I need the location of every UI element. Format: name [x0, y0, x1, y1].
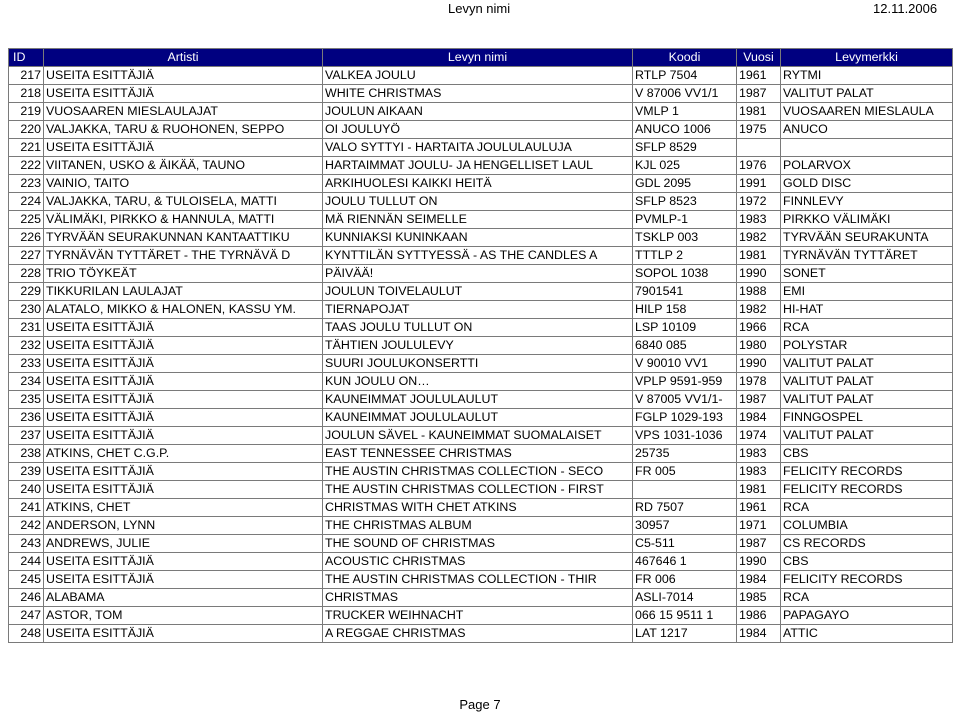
cell-artist: TRIO TÖYKEÄT: [44, 265, 323, 283]
cell-album: PÄIVÄÄ!: [323, 265, 633, 283]
cell-album: OI JOULUYÖ: [323, 121, 633, 139]
table-row[interactable]: [9, 265, 953, 283]
table-row[interactable]: [9, 445, 953, 463]
table-header-row: [9, 49, 953, 67]
cell-code: SOPOL 1038: [633, 265, 737, 283]
table-row[interactable]: [9, 427, 953, 445]
cell-label: [781, 139, 953, 157]
cell-album: MÄ RIENNÄN SEIMELLE: [323, 211, 633, 229]
cell-label: ATTIC: [781, 625, 953, 643]
table-row[interactable]: [9, 553, 953, 571]
cell-code: RTLP 7504: [633, 67, 737, 85]
cell-label: FINNLEVY: [781, 193, 953, 211]
cell-year: 1984: [737, 625, 781, 643]
table-row[interactable]: [9, 103, 953, 121]
cell-code: 6840 085: [633, 337, 737, 355]
cell-id: 242: [9, 517, 44, 535]
cell-id: 239: [9, 463, 44, 481]
cell-code: ASLI-7014: [633, 589, 737, 607]
page-header: [0, 0, 960, 18]
cell-code: VPLP 9591-959: [633, 373, 737, 391]
cell-label: EMI: [781, 283, 953, 301]
cell-label: TYRNÄVÄN TYTTÄRET: [781, 247, 953, 265]
table-row[interactable]: [9, 463, 953, 481]
cell-artist: USEITA ESITTÄJIÄ: [44, 319, 323, 337]
cell-year: 1981: [737, 103, 781, 121]
cell-id: 237: [9, 427, 44, 445]
cell-album: THE AUSTIN CHRISTMAS COLLECTION - FIRST: [323, 481, 633, 499]
cell-code: ANUCO 1006: [633, 121, 737, 139]
cell-artist: VÄLIMÄKI, PIRKKO & HANNULA, MATTI: [44, 211, 323, 229]
cell-year: 1985: [737, 589, 781, 607]
cell-artist: USEITA ESITTÄJIÄ: [44, 427, 323, 445]
table-row[interactable]: [9, 355, 953, 373]
cell-artist: USEITA ESITTÄJIÄ: [44, 409, 323, 427]
cell-album: TIERNAPOJAT: [323, 301, 633, 319]
table-row[interactable]: [9, 85, 953, 103]
cell-id: 225: [9, 211, 44, 229]
cell-code: V 87006 VV1/1: [633, 85, 737, 103]
cell-id: 245: [9, 571, 44, 589]
cell-code: 066 15 9511 1: [633, 607, 737, 625]
cell-code: VMLP 1: [633, 103, 737, 121]
cell-code: 7901541: [633, 283, 737, 301]
cell-label: CS RECORDS: [781, 535, 953, 553]
cell-label: GOLD DISC: [781, 175, 953, 193]
cell-label: PAPAGAYO: [781, 607, 953, 625]
cell-label: VALITUT PALAT: [781, 373, 953, 391]
cell-album: VALKEA JOULU: [323, 67, 633, 85]
cell-id: 236: [9, 409, 44, 427]
table-row[interactable]: [9, 319, 953, 337]
table-row[interactable]: [9, 499, 953, 517]
cell-code: GDL 2095: [633, 175, 737, 193]
cell-id: 234: [9, 373, 44, 391]
cell-artist: VAINIO, TAITO: [44, 175, 323, 193]
cell-label: RYTMI: [781, 67, 953, 85]
cell-artist: VALJAKKA, TARU, & TULOISELA, MATTI: [44, 193, 323, 211]
record-table: [8, 48, 953, 643]
cell-code: LAT 1217: [633, 625, 737, 643]
cell-album: THE AUSTIN CHRISTMAS COLLECTION - SECO: [323, 463, 633, 481]
cell-label: HI-HAT: [781, 301, 953, 319]
column-header-album[interactable]: Levyn nimi: [323, 49, 633, 67]
cell-year: 1981: [737, 247, 781, 265]
cell-label: POLARVOX: [781, 157, 953, 175]
cell-album: KAUNEIMMAT JOULULAULUT: [323, 409, 633, 427]
cell-artist: ALATALO, MIKKO & HALONEN, KASSU YM.: [44, 301, 323, 319]
table-row[interactable]: [9, 301, 953, 319]
cell-year: 1972: [737, 193, 781, 211]
cell-artist: USEITA ESITTÄJIÄ: [44, 337, 323, 355]
table-row[interactable]: [9, 409, 953, 427]
cell-code: PVMLP-1: [633, 211, 737, 229]
cell-year: 1991: [737, 175, 781, 193]
cell-id: 235: [9, 391, 44, 409]
table-row[interactable]: [9, 625, 953, 643]
cell-artist: TYRNÄVÄN TYTTÄRET - THE TYRNÄVÄ D: [44, 247, 323, 265]
table-row[interactable]: [9, 283, 953, 301]
cell-year: 1982: [737, 229, 781, 247]
cell-album: THE AUSTIN CHRISTMAS COLLECTION - THIR: [323, 571, 633, 589]
cell-album: CHRISTMAS WITH CHET ATKINS: [323, 499, 633, 517]
cell-id: 243: [9, 535, 44, 553]
table-row[interactable]: [9, 481, 953, 499]
cell-code: V 87005 VV1/1-: [633, 391, 737, 409]
record-table-container: [8, 48, 953, 643]
cell-album: THE SOUND OF CHRISTMAS: [323, 535, 633, 553]
cell-id: 219: [9, 103, 44, 121]
cell-album: JOULUN AIKAAN: [323, 103, 633, 121]
cell-id: 217: [9, 67, 44, 85]
table-row[interactable]: [9, 229, 953, 247]
header-date: 12.11.2006: [873, 1, 938, 16]
cell-album: ACOUSTIC CHRISTMAS: [323, 553, 633, 571]
cell-album: SUURI JOULUKONSERTTI: [323, 355, 633, 373]
table-body: [9, 67, 953, 643]
cell-code: SFLP 8529: [633, 139, 737, 157]
table-row[interactable]: [9, 247, 953, 265]
cell-year: 1961: [737, 499, 781, 517]
cell-code: TTTLP 2: [633, 247, 737, 265]
cell-album: KUN JOULU ON…: [323, 373, 633, 391]
cell-id: 248: [9, 625, 44, 643]
cell-year: 1987: [737, 85, 781, 103]
cell-label: FELICITY RECORDS: [781, 571, 953, 589]
cell-year: 1961: [737, 67, 781, 85]
column-header-year[interactable]: Vuosi: [737, 49, 781, 67]
cell-album: KYNTTILÄN SYTTYESSÄ - AS THE CANDLES A: [323, 247, 633, 265]
cell-year: 1987: [737, 391, 781, 409]
cell-label: RCA: [781, 499, 953, 517]
column-header-label[interactable]: Levymerkki: [781, 49, 953, 67]
cell-artist: ASTOR, TOM: [44, 607, 323, 625]
cell-label: SONET: [781, 265, 953, 283]
cell-year: 1984: [737, 571, 781, 589]
cell-album: JOULUN TOIVELAULUT: [323, 283, 633, 301]
cell-artist: USEITA ESITTÄJIÄ: [44, 355, 323, 373]
column-header-id[interactable]: ID: [9, 49, 44, 67]
table-row[interactable]: [9, 607, 953, 625]
cell-year: 1976: [737, 157, 781, 175]
table-row[interactable]: [9, 193, 953, 211]
cell-artist: USEITA ESITTÄJIÄ: [44, 625, 323, 643]
cell-id: 241: [9, 499, 44, 517]
cell-code: [633, 481, 737, 499]
cell-id: 233: [9, 355, 44, 373]
cell-artist: ATKINS, CHET: [44, 499, 323, 517]
cell-artist: USEITA ESITTÄJIÄ: [44, 373, 323, 391]
cell-code: SFLP 8523: [633, 193, 737, 211]
cell-code: RD 7507: [633, 499, 737, 517]
cell-label: ANUCO: [781, 121, 953, 139]
cell-year: 1990: [737, 553, 781, 571]
page-footer: [0, 697, 960, 712]
cell-code: LSP 10109: [633, 319, 737, 337]
cell-id: 246: [9, 589, 44, 607]
table-row[interactable]: [9, 337, 953, 355]
column-header-artist[interactable]: Artisti: [44, 49, 323, 67]
cell-id: 224: [9, 193, 44, 211]
cell-id: 222: [9, 157, 44, 175]
cell-album: ARKIHUOLESI KAIKKI HEITÄ: [323, 175, 633, 193]
cell-code: FR 005: [633, 463, 737, 481]
table-row[interactable]: [9, 589, 953, 607]
cell-id: 221: [9, 139, 44, 157]
cell-id: 223: [9, 175, 44, 193]
page-number: Page 7: [459, 697, 501, 712]
cell-label: TYRVÄÄN SEURAKUNTA: [781, 229, 953, 247]
cell-code: KJL 025: [633, 157, 737, 175]
table-row[interactable]: [9, 67, 953, 85]
cell-year: 1980: [737, 337, 781, 355]
cell-artist: ANDREWS, JULIE: [44, 535, 323, 553]
cell-album: WHITE CHRISTMAS: [323, 85, 633, 103]
cell-id: 247: [9, 607, 44, 625]
cell-artist: ANDERSON, LYNN: [44, 517, 323, 535]
cell-label: RCA: [781, 589, 953, 607]
header-title: Levyn nimi: [448, 1, 511, 16]
cell-id: 231: [9, 319, 44, 337]
cell-artist: VUOSAAREN MIESLAULAJAT: [44, 103, 323, 121]
cell-album: TÄHTIEN JOULULEVY: [323, 337, 633, 355]
cell-label: FELICITY RECORDS: [781, 463, 953, 481]
cell-id: 218: [9, 85, 44, 103]
cell-year: 1984: [737, 409, 781, 427]
cell-year: 1990: [737, 265, 781, 283]
table-row[interactable]: [9, 517, 953, 535]
cell-label: VALITUT PALAT: [781, 391, 953, 409]
cell-code: TSKLP 003: [633, 229, 737, 247]
table-row[interactable]: [9, 211, 953, 229]
table-row[interactable]: [9, 175, 953, 193]
cell-id: 227: [9, 247, 44, 265]
cell-artist: ATKINS, CHET C.G.P.: [44, 445, 323, 463]
cell-year: 1983: [737, 445, 781, 463]
cell-year: 1974: [737, 427, 781, 445]
cell-label: CBS: [781, 553, 953, 571]
cell-year: 1990: [737, 355, 781, 373]
cell-year: 1983: [737, 211, 781, 229]
cell-album: EAST TENNESSEE CHRISTMAS: [323, 445, 633, 463]
cell-code: V 90010 VV1: [633, 355, 737, 373]
cell-artist: USEITA ESITTÄJIÄ: [44, 85, 323, 103]
cell-artist: USEITA ESITTÄJIÄ: [44, 571, 323, 589]
cell-code: 30957: [633, 517, 737, 535]
cell-code: FGLP 1029-193: [633, 409, 737, 427]
cell-artist: TYRVÄÄN SEURAKUNNAN KANTAATTIKU: [44, 229, 323, 247]
cell-album: KAUNEIMMAT JOULULAULUT: [323, 391, 633, 409]
column-header-code[interactable]: Koodi: [633, 49, 737, 67]
table-row[interactable]: [9, 157, 953, 175]
cell-album: VALO SYTTYI - HARTAITA JOULULAULUJA: [323, 139, 633, 157]
cell-label: POLYSTAR: [781, 337, 953, 355]
cell-id: 229: [9, 283, 44, 301]
cell-album: JOULUN SÄVEL - KAUNEIMMAT SUOMALAISET: [323, 427, 633, 445]
cell-artist: USEITA ESITTÄJIÄ: [44, 139, 323, 157]
cell-label: RCA: [781, 319, 953, 337]
cell-artist: USEITA ESITTÄJIÄ: [44, 391, 323, 409]
cell-label: CBS: [781, 445, 953, 463]
cell-artist: VIITANEN, USKO & ÄIKÄÄ, TAUNO: [44, 157, 323, 175]
table-row[interactable]: [9, 373, 953, 391]
cell-artist: TIKKURILAN LAULAJAT: [44, 283, 323, 301]
cell-label: VALITUT PALAT: [781, 85, 953, 103]
cell-album: A REGGAE CHRISTMAS: [323, 625, 633, 643]
cell-year: 1988: [737, 283, 781, 301]
cell-year: 1975: [737, 121, 781, 139]
cell-year: [737, 139, 781, 157]
cell-label: FINNGOSPEL: [781, 409, 953, 427]
cell-code: FR 006: [633, 571, 737, 589]
cell-year: 1966: [737, 319, 781, 337]
cell-year: 1971: [737, 517, 781, 535]
cell-id: 228: [9, 265, 44, 283]
cell-id: 240: [9, 481, 44, 499]
cell-id: 230: [9, 301, 44, 319]
table-row[interactable]: [9, 139, 953, 157]
table-row[interactable]: [9, 571, 953, 589]
cell-code: HILP 158: [633, 301, 737, 319]
cell-label: PIRKKO VÄLIMÄKI: [781, 211, 953, 229]
cell-album: KUNNIAKSI KUNINKAAN: [323, 229, 633, 247]
cell-year: 1982: [737, 301, 781, 319]
cell-album: TRUCKER WEIHNACHT: [323, 607, 633, 625]
cell-id: 220: [9, 121, 44, 139]
cell-label: VALITUT PALAT: [781, 355, 953, 373]
cell-artist: USEITA ESITTÄJIÄ: [44, 463, 323, 481]
cell-id: 226: [9, 229, 44, 247]
cell-label: COLUMBIA: [781, 517, 953, 535]
table-row[interactable]: [9, 535, 953, 553]
cell-artist: USEITA ESITTÄJIÄ: [44, 67, 323, 85]
cell-album: JOULU TULLUT ON: [323, 193, 633, 211]
cell-year: 1978: [737, 373, 781, 391]
cell-year: 1987: [737, 535, 781, 553]
cell-artist: ALABAMA: [44, 589, 323, 607]
cell-id: 244: [9, 553, 44, 571]
cell-label: FELICITY RECORDS: [781, 481, 953, 499]
cell-code: 25735: [633, 445, 737, 463]
cell-label: VUOSAAREN MIESLAULA: [781, 103, 953, 121]
cell-artist: USEITA ESITTÄJIÄ: [44, 481, 323, 499]
cell-album: HARTAIMMAT JOULU- JA HENGELLISET LAUL: [323, 157, 633, 175]
table-row[interactable]: [9, 391, 953, 409]
cell-label: VALITUT PALAT: [781, 427, 953, 445]
cell-code: C5-511: [633, 535, 737, 553]
cell-code: VPS 1031-1036: [633, 427, 737, 445]
cell-id: 238: [9, 445, 44, 463]
cell-artist: VALJAKKA, TARU & RUOHONEN, SEPPO: [44, 121, 323, 139]
cell-year: 1986: [737, 607, 781, 625]
table-row[interactable]: [9, 121, 953, 139]
cell-artist: USEITA ESITTÄJIÄ: [44, 553, 323, 571]
cell-album: CHRISTMAS: [323, 589, 633, 607]
cell-code: 467646 1: [633, 553, 737, 571]
cell-id: 232: [9, 337, 44, 355]
cell-year: 1983: [737, 463, 781, 481]
cell-album: TAAS JOULU TULLUT ON: [323, 319, 633, 337]
cell-year: 1981: [737, 481, 781, 499]
cell-album: THE CHRISTMAS ALBUM: [323, 517, 633, 535]
